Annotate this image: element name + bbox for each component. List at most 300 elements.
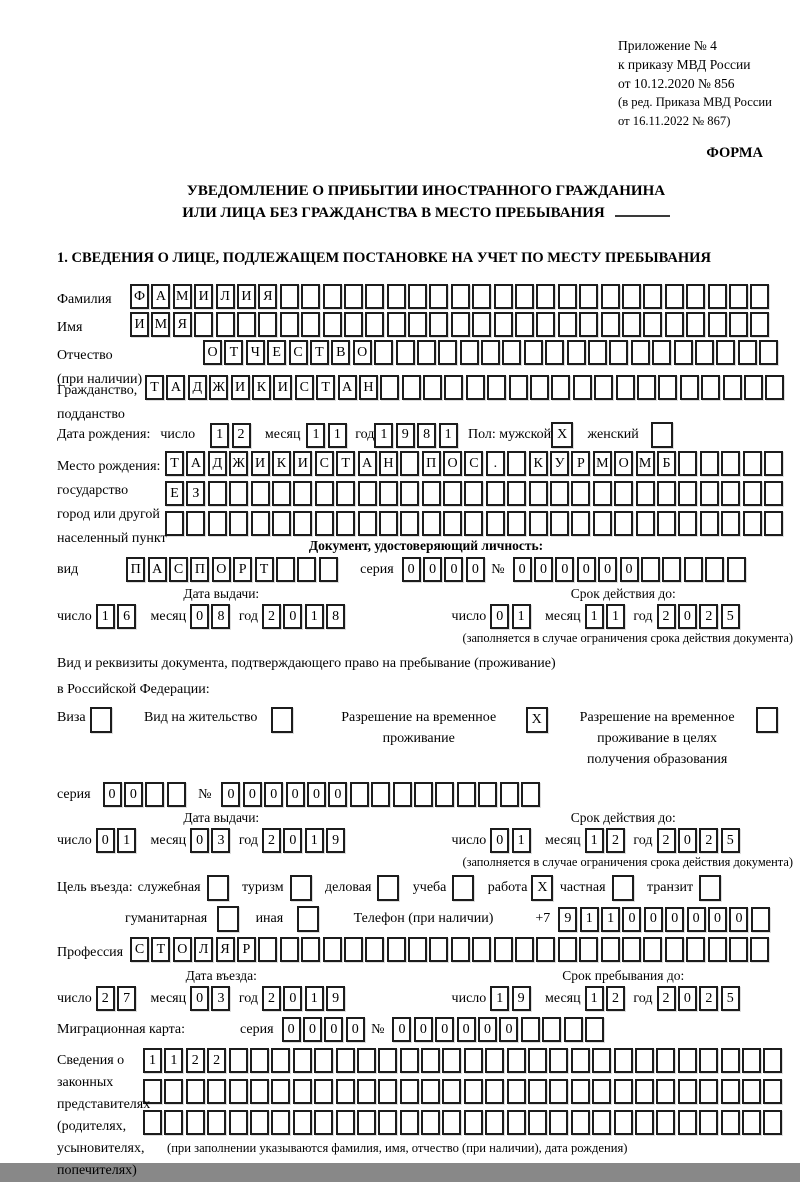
char-cell[interactable] — [314, 1079, 333, 1104]
char-cell[interactable]: А — [148, 557, 167, 582]
char-cell[interactable] — [592, 1079, 611, 1104]
char-cell[interactable]: А — [338, 375, 357, 400]
char-cell[interactable]: Т — [310, 340, 329, 365]
char-cell[interactable]: О — [353, 340, 372, 365]
char-cell[interactable] — [429, 312, 448, 337]
char-cell[interactable]: 0 — [457, 1017, 476, 1042]
surname-input[interactable] — [130, 284, 795, 309]
char-cell[interactable] — [444, 375, 463, 400]
char-cell[interactable] — [280, 284, 299, 309]
char-cell[interactable] — [208, 511, 227, 536]
residence-expiry-year-input[interactable] — [657, 828, 743, 853]
char-cell[interactable]: 2 — [606, 828, 625, 853]
char-cell[interactable] — [472, 937, 491, 962]
char-cell[interactable]: 0 — [513, 557, 532, 582]
char-cell[interactable] — [564, 1017, 583, 1042]
char-cell[interactable]: И — [231, 375, 250, 400]
residence-issue-year-input[interactable] — [262, 828, 348, 853]
char-cell[interactable] — [422, 511, 441, 536]
char-cell[interactable] — [229, 481, 248, 506]
char-cell[interactable] — [344, 284, 363, 309]
char-cell[interactable] — [443, 511, 462, 536]
char-cell[interactable] — [229, 1110, 248, 1135]
char-cell[interactable]: 9 — [396, 423, 415, 448]
char-cell[interactable] — [601, 937, 620, 962]
stay-year-input[interactable] — [657, 986, 743, 1011]
purpose-business-checkbox[interactable] — [377, 875, 399, 901]
char-cell[interactable]: 0 — [555, 557, 574, 582]
char-cell[interactable]: 0 — [534, 557, 553, 582]
char-cell[interactable] — [186, 511, 205, 536]
char-cell[interactable] — [763, 1110, 782, 1135]
char-cell[interactable] — [744, 375, 763, 400]
char-cell[interactable] — [665, 284, 684, 309]
char-cell[interactable] — [442, 1048, 461, 1073]
char-cell[interactable]: 0 — [402, 557, 421, 582]
residence-issue-day-input[interactable] — [96, 828, 139, 853]
char-cell[interactable] — [571, 1079, 590, 1104]
char-cell[interactable]: 0 — [190, 828, 209, 853]
char-cell[interactable] — [743, 451, 762, 476]
char-cell[interactable] — [573, 375, 592, 400]
char-cell[interactable] — [536, 312, 555, 337]
purpose-official-checkbox[interactable] — [207, 875, 229, 901]
profession-input[interactable] — [130, 937, 795, 962]
char-cell[interactable]: 2 — [657, 828, 676, 853]
char-cell[interactable]: С — [464, 451, 483, 476]
char-cell[interactable]: 1 — [585, 828, 604, 853]
char-cell[interactable]: З — [186, 481, 205, 506]
char-cell[interactable]: П — [190, 557, 209, 582]
migration-series-input[interactable] — [282, 1017, 368, 1042]
char-cell[interactable] — [684, 557, 703, 582]
char-cell[interactable] — [323, 937, 342, 962]
char-cell[interactable] — [380, 375, 399, 400]
char-cell[interactable]: 1 — [585, 604, 604, 629]
char-cell[interactable] — [708, 284, 727, 309]
char-cell[interactable]: 0 — [729, 907, 748, 932]
stay-month-input[interactable] — [585, 986, 628, 1011]
char-cell[interactable]: 2 — [606, 986, 625, 1011]
char-cell[interactable] — [502, 340, 521, 365]
char-cell[interactable] — [357, 1079, 376, 1104]
char-cell[interactable]: 0 — [221, 782, 240, 807]
char-cell[interactable] — [194, 312, 213, 337]
char-cell[interactable]: Р — [237, 937, 256, 962]
char-cell[interactable] — [622, 937, 641, 962]
char-cell[interactable] — [408, 284, 427, 309]
char-cell[interactable]: У — [550, 451, 569, 476]
char-cell[interactable] — [460, 340, 479, 365]
phone-input[interactable] — [558, 907, 772, 932]
char-cell[interactable]: С — [315, 451, 334, 476]
char-cell[interactable]: Д — [188, 375, 207, 400]
char-cell[interactable] — [678, 481, 697, 506]
char-cell[interactable]: 5 — [721, 828, 740, 853]
char-cell[interactable] — [402, 375, 421, 400]
char-cell[interactable] — [293, 511, 312, 536]
char-cell[interactable] — [507, 1079, 526, 1104]
char-cell[interactable] — [550, 481, 569, 506]
expiry-year-input[interactable] — [657, 604, 743, 629]
residence-permit-checkbox[interactable] — [271, 707, 293, 733]
char-cell[interactable] — [750, 284, 769, 309]
char-cell[interactable]: 2 — [262, 604, 281, 629]
char-cell[interactable]: 0 — [303, 1017, 322, 1042]
char-cell[interactable] — [400, 481, 419, 506]
char-cell[interactable] — [763, 1048, 782, 1073]
char-cell[interactable] — [721, 451, 740, 476]
char-cell[interactable] — [186, 1110, 205, 1135]
char-cell[interactable] — [721, 511, 740, 536]
char-cell[interactable] — [336, 481, 355, 506]
visa-checkbox[interactable] — [90, 707, 112, 733]
char-cell[interactable]: 0 — [466, 557, 485, 582]
char-cell[interactable]: Л — [216, 284, 235, 309]
char-cell[interactable]: 2 — [207, 1048, 226, 1073]
char-cell[interactable] — [500, 782, 519, 807]
char-cell[interactable] — [549, 1079, 568, 1104]
char-cell[interactable]: С — [130, 937, 149, 962]
char-cell[interactable] — [738, 340, 757, 365]
char-cell[interactable]: 1 — [512, 828, 531, 853]
char-cell[interactable] — [579, 312, 598, 337]
issue-year-input[interactable] — [262, 604, 348, 629]
char-cell[interactable] — [271, 1079, 290, 1104]
char-cell[interactable] — [528, 1110, 547, 1135]
residence-series-input[interactable] — [103, 782, 189, 807]
char-cell[interactable]: 0 — [328, 782, 347, 807]
char-cell[interactable]: Я — [258, 284, 277, 309]
char-cell[interactable]: Т — [151, 937, 170, 962]
char-cell[interactable]: О — [443, 451, 462, 476]
char-cell[interactable]: Е — [267, 340, 286, 365]
residence-number-input[interactable] — [221, 782, 542, 807]
char-cell[interactable] — [293, 1048, 312, 1073]
char-cell[interactable]: 0 — [264, 782, 283, 807]
char-cell[interactable] — [251, 481, 270, 506]
char-cell[interactable] — [521, 782, 540, 807]
char-cell[interactable] — [207, 1110, 226, 1135]
char-cell[interactable]: 3 — [211, 828, 230, 853]
char-cell[interactable] — [524, 340, 543, 365]
char-cell[interactable] — [657, 511, 676, 536]
char-cell[interactable]: 0 — [478, 1017, 497, 1042]
char-cell[interactable]: 2 — [657, 986, 676, 1011]
migration-number-input[interactable] — [392, 1017, 606, 1042]
char-cell[interactable] — [319, 557, 338, 582]
char-cell[interactable]: Ф — [130, 284, 149, 309]
char-cell[interactable]: 2 — [232, 423, 251, 448]
char-cell[interactable] — [678, 1048, 697, 1073]
char-cell[interactable]: 0 — [678, 828, 697, 853]
char-cell[interactable] — [365, 937, 384, 962]
char-cell[interactable]: 2 — [699, 828, 718, 853]
char-cell[interactable] — [695, 340, 714, 365]
char-cell[interactable] — [336, 1110, 355, 1135]
char-cell[interactable]: Т — [145, 375, 164, 400]
char-cell[interactable] — [708, 312, 727, 337]
char-cell[interactable] — [314, 1110, 333, 1135]
char-cell[interactable]: Ж — [209, 375, 228, 400]
char-cell[interactable]: 9 — [558, 907, 577, 932]
char-cell[interactable] — [379, 481, 398, 506]
char-cell[interactable] — [750, 937, 769, 962]
char-cell[interactable]: 1 — [305, 828, 324, 853]
char-cell[interactable]: 9 — [512, 986, 531, 1011]
char-cell[interactable] — [438, 340, 457, 365]
char-cell[interactable] — [464, 1079, 483, 1104]
char-cell[interactable]: 7 — [117, 986, 136, 1011]
citizenship-input[interactable] — [145, 375, 795, 400]
char-cell[interactable]: Д — [208, 451, 227, 476]
char-cell[interactable] — [408, 937, 427, 962]
char-cell[interactable] — [727, 557, 746, 582]
char-cell[interactable] — [571, 1048, 590, 1073]
char-cell[interactable] — [721, 1110, 740, 1135]
char-cell[interactable] — [422, 481, 441, 506]
char-cell[interactable]: Р — [571, 451, 590, 476]
char-cell[interactable] — [721, 481, 740, 506]
char-cell[interactable] — [549, 1048, 568, 1073]
char-cell[interactable]: 2 — [96, 986, 115, 1011]
char-cell[interactable] — [271, 1110, 290, 1135]
char-cell[interactable] — [301, 284, 320, 309]
char-cell[interactable] — [593, 511, 612, 536]
char-cell[interactable] — [528, 1048, 547, 1073]
char-cell[interactable] — [464, 511, 483, 536]
char-cell[interactable] — [536, 284, 555, 309]
char-cell[interactable] — [764, 511, 783, 536]
char-cell[interactable] — [656, 1048, 675, 1073]
char-cell[interactable]: 1 — [585, 986, 604, 1011]
char-cell[interactable] — [258, 312, 277, 337]
char-cell[interactable] — [208, 481, 227, 506]
char-cell[interactable] — [365, 284, 384, 309]
char-cell[interactable]: 0 — [282, 1017, 301, 1042]
char-cell[interactable]: П — [126, 557, 145, 582]
char-cell[interactable] — [276, 557, 295, 582]
char-cell[interactable]: К — [272, 451, 291, 476]
entry-day-input[interactable] — [96, 986, 139, 1011]
doc-series-input[interactable] — [402, 557, 488, 582]
char-cell[interactable] — [442, 1110, 461, 1135]
char-cell[interactable] — [237, 312, 256, 337]
char-cell[interactable]: К — [252, 375, 271, 400]
char-cell[interactable]: Т — [336, 451, 355, 476]
char-cell[interactable]: 1 — [439, 423, 458, 448]
char-cell[interactable] — [216, 312, 235, 337]
char-cell[interactable] — [529, 481, 548, 506]
char-cell[interactable] — [643, 312, 662, 337]
temporary-residence-checkbox[interactable]: X — [526, 707, 548, 733]
char-cell[interactable] — [371, 782, 390, 807]
char-cell[interactable] — [429, 937, 448, 962]
residence-expiry-month-input[interactable] — [585, 828, 628, 853]
char-cell[interactable] — [507, 1110, 526, 1135]
char-cell[interactable] — [485, 1048, 504, 1073]
residence-issue-month-input[interactable] — [190, 828, 233, 853]
birthplace-row2-input[interactable] — [165, 481, 795, 506]
char-cell[interactable] — [293, 481, 312, 506]
representatives-row1-input[interactable] — [143, 1048, 795, 1073]
char-cell[interactable] — [315, 511, 334, 536]
char-cell[interactable] — [536, 937, 555, 962]
char-cell[interactable]: 1 — [306, 423, 325, 448]
char-cell[interactable]: 0 — [598, 557, 617, 582]
char-cell[interactable]: 0 — [103, 782, 122, 807]
representatives-row3-input[interactable] — [143, 1110, 795, 1135]
char-cell[interactable]: П — [422, 451, 441, 476]
entry-month-input[interactable] — [190, 986, 233, 1011]
char-cell[interactable] — [743, 511, 762, 536]
char-cell[interactable]: 2 — [186, 1048, 205, 1073]
char-cell[interactable] — [686, 284, 705, 309]
char-cell[interactable] — [678, 1110, 697, 1135]
char-cell[interactable] — [551, 375, 570, 400]
name-input[interactable] — [130, 312, 795, 337]
char-cell[interactable] — [374, 340, 393, 365]
char-cell[interactable] — [365, 312, 384, 337]
char-cell[interactable] — [729, 937, 748, 962]
char-cell[interactable]: 8 — [211, 604, 230, 629]
patronymic-input[interactable] — [203, 340, 795, 365]
char-cell[interactable] — [357, 1110, 376, 1135]
char-cell[interactable] — [528, 1079, 547, 1104]
char-cell[interactable] — [323, 284, 342, 309]
char-cell[interactable] — [164, 1079, 183, 1104]
issue-day-input[interactable] — [96, 604, 139, 629]
char-cell[interactable] — [601, 312, 620, 337]
char-cell[interactable] — [721, 1079, 740, 1104]
char-cell[interactable] — [443, 481, 462, 506]
char-cell[interactable]: И — [194, 284, 213, 309]
char-cell[interactable] — [481, 340, 500, 365]
issue-month-input[interactable] — [190, 604, 233, 629]
char-cell[interactable]: 0 — [678, 604, 697, 629]
char-cell[interactable]: Ч — [246, 340, 265, 365]
char-cell[interactable] — [429, 284, 448, 309]
char-cell[interactable] — [442, 1079, 461, 1104]
char-cell[interactable] — [521, 1017, 540, 1042]
char-cell[interactable] — [765, 375, 784, 400]
char-cell[interactable] — [686, 312, 705, 337]
char-cell[interactable]: Т — [224, 340, 243, 365]
char-cell[interactable]: Т — [165, 451, 184, 476]
char-cell[interactable] — [400, 1048, 419, 1073]
char-cell[interactable] — [662, 557, 681, 582]
char-cell[interactable] — [699, 1048, 718, 1073]
char-cell[interactable] — [350, 782, 369, 807]
char-cell[interactable]: 0 — [678, 986, 697, 1011]
char-cell[interactable] — [699, 1079, 718, 1104]
char-cell[interactable] — [251, 511, 270, 536]
char-cell[interactable]: 0 — [444, 557, 463, 582]
char-cell[interactable]: 0 — [124, 782, 143, 807]
char-cell[interactable] — [423, 375, 442, 400]
char-cell[interactable] — [614, 1048, 633, 1073]
char-cell[interactable]: И — [237, 284, 256, 309]
char-cell[interactable] — [344, 937, 363, 962]
char-cell[interactable] — [507, 511, 526, 536]
char-cell[interactable] — [421, 1079, 440, 1104]
char-cell[interactable] — [708, 937, 727, 962]
char-cell[interactable]: В — [331, 340, 350, 365]
entry-year-input[interactable] — [262, 986, 348, 1011]
doc-number-input[interactable] — [513, 557, 748, 582]
char-cell[interactable] — [678, 511, 697, 536]
char-cell[interactable] — [593, 481, 612, 506]
char-cell[interactable] — [751, 907, 770, 932]
char-cell[interactable]: 1 — [305, 986, 324, 1011]
char-cell[interactable]: И — [273, 375, 292, 400]
char-cell[interactable] — [378, 1110, 397, 1135]
char-cell[interactable] — [393, 782, 412, 807]
char-cell[interactable] — [622, 284, 641, 309]
char-cell[interactable] — [378, 1079, 397, 1104]
char-cell[interactable] — [542, 1017, 561, 1042]
char-cell[interactable]: 9 — [326, 828, 345, 853]
birthplace-row3-input[interactable] — [165, 511, 795, 536]
char-cell[interactable]: Р — [233, 557, 252, 582]
char-cell[interactable] — [723, 375, 742, 400]
char-cell[interactable] — [764, 451, 783, 476]
char-cell[interactable] — [622, 312, 641, 337]
char-cell[interactable] — [656, 1079, 675, 1104]
char-cell[interactable] — [145, 782, 164, 807]
char-cell[interactable]: С — [169, 557, 188, 582]
char-cell[interactable] — [759, 340, 778, 365]
char-cell[interactable]: 0 — [283, 986, 302, 1011]
char-cell[interactable]: 5 — [721, 986, 740, 1011]
char-cell[interactable] — [700, 451, 719, 476]
char-cell[interactable] — [466, 375, 485, 400]
char-cell[interactable] — [549, 1110, 568, 1135]
char-cell[interactable]: О — [614, 451, 633, 476]
char-cell[interactable] — [336, 1048, 355, 1073]
char-cell[interactable]: М — [593, 451, 612, 476]
char-cell[interactable] — [545, 340, 564, 365]
char-cell[interactable] — [280, 937, 299, 962]
char-cell[interactable] — [387, 312, 406, 337]
char-cell[interactable] — [421, 1048, 440, 1073]
char-cell[interactable]: 1 — [512, 604, 531, 629]
expiry-month-input[interactable] — [585, 604, 628, 629]
char-cell[interactable] — [614, 1079, 633, 1104]
char-cell[interactable]: 0 — [622, 907, 641, 932]
purpose-humanitarian-checkbox[interactable] — [217, 906, 239, 932]
char-cell[interactable] — [658, 375, 677, 400]
char-cell[interactable]: 0 — [490, 828, 509, 853]
char-cell[interactable] — [571, 511, 590, 536]
char-cell[interactable] — [686, 937, 705, 962]
char-cell[interactable] — [472, 312, 491, 337]
char-cell[interactable] — [293, 1110, 312, 1135]
char-cell[interactable]: 0 — [283, 604, 302, 629]
char-cell[interactable] — [550, 511, 569, 536]
char-cell[interactable] — [272, 481, 291, 506]
char-cell[interactable] — [742, 1048, 761, 1073]
char-cell[interactable]: 1 — [164, 1048, 183, 1073]
char-cell[interactable] — [186, 1079, 205, 1104]
char-cell[interactable] — [716, 340, 735, 365]
char-cell[interactable]: 2 — [262, 986, 281, 1011]
char-cell[interactable] — [451, 284, 470, 309]
char-cell[interactable] — [742, 1110, 761, 1135]
char-cell[interactable]: С — [289, 340, 308, 365]
char-cell[interactable] — [451, 937, 470, 962]
char-cell[interactable]: Е — [165, 481, 184, 506]
